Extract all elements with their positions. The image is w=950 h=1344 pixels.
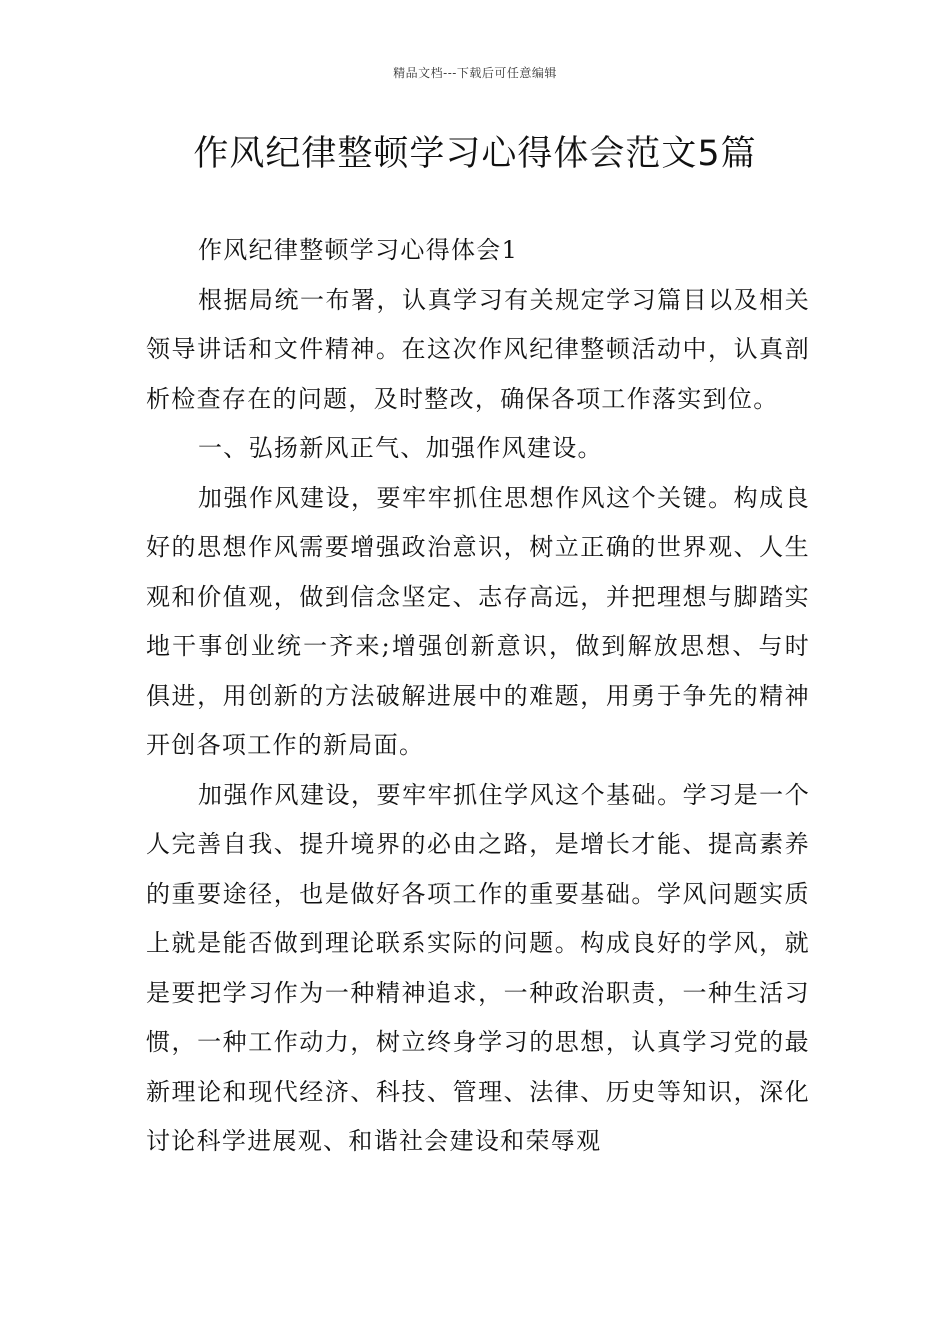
body-paragraph: 加强作风建设，要牢牢抓住学风这个基础。学习是一个人完善自我、提升境界的必由之路，是增长才能、提高素养的重要途径，也是做好各项工作的重要基础。学风问题实质上就是能否做到理论联系实际的问题。构成良好的学风，就是要把学习作为一种精神追求，一种政治职责，一种生活习惯，一种工作动力，树立终身学习的思想，认真学习党的最新理论和现代经济、科技、管理、法律、历史等知识，深化讨论科学进展观、和谐社会建设和荣辱观 — [146, 780, 810, 1155]
document-body — [146, 226, 810, 1167]
section-heading: 作风纪律整顿学习心得体会1 — [198, 236, 519, 264]
subsection-heading: 一、弘扬新风正气、加强作风建设。 — [198, 434, 603, 462]
document-title: 作风纪律整顿学习心得体会范文5篇 — [193, 134, 757, 174]
body-paragraph: 加强作风建设，要牢牢抓住思想作风这个关键。构成良好的思想作风需要增强政治意识，树立正确的世界观、人生观和价值观，做到信念坚定、志存高远，并把理想与脚踏实地干事创业统一齐来;增强创新意识，做到解放思想、与时俱进，用创新的方法破解进展中的难题，用勇于争先的精神开创各项工作的新局面。 — [146, 483, 810, 759]
body-paragraph: 根据局统一布署，认真学习有关规定学习篇目以及相关领导讲话和文件精神。在这次作风纪律整顿活动中，认真剖析检查存在的问题，及时整改，确保各项工作落实到位。 — [146, 285, 810, 413]
header-note: 精品文档---下载后可任意编辑 — [393, 66, 557, 80]
